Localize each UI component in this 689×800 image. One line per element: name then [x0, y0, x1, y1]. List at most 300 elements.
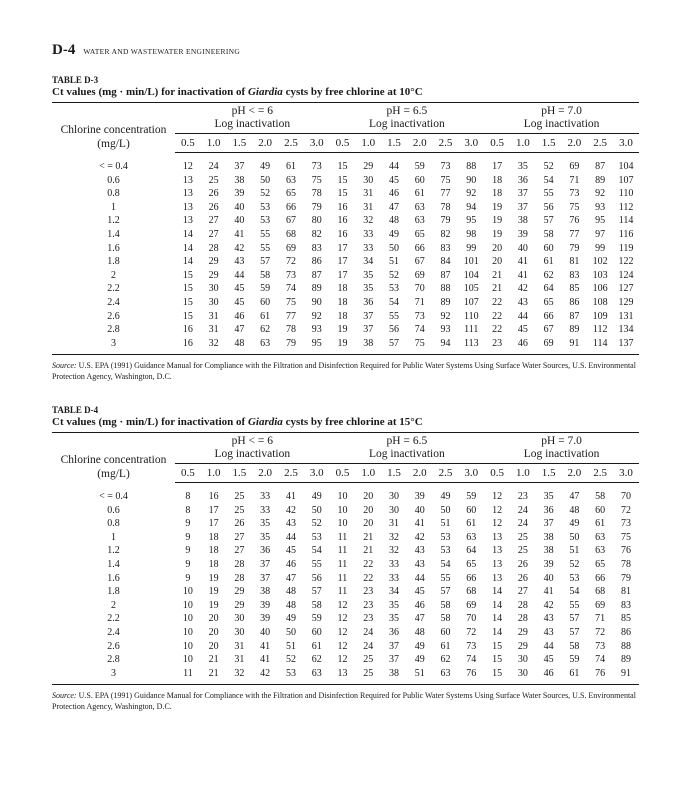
ct-value-cell: 16 [175, 337, 201, 355]
ct-value-cell: 39 [414, 491, 425, 502]
ct-value-cell: 95 [595, 215, 606, 227]
ct-value-cell: 9 [185, 558, 191, 570]
ct-value-cell: 94 [466, 201, 477, 213]
table-row [52, 255, 639, 269]
ct-value-cell: 63 [414, 201, 425, 213]
ct-value-cell: 28 [517, 599, 528, 611]
ct-value-cell: 55 [311, 558, 322, 570]
conc-cell: 1.2 [107, 545, 120, 557]
ct-value-cell: 15 [484, 667, 510, 685]
table-caption: Ct values (mg · min/L) for inactivation of Giardia cysts by free chlorine at 15°C [52, 416, 423, 428]
ct-value-cell: 55 [260, 242, 271, 254]
ct-value-cell: 63 [252, 337, 278, 355]
ct-value-cell: 8 [185, 491, 191, 502]
ct-value-cell: 22 [363, 572, 374, 584]
ct-value-cell: 49 [414, 654, 425, 666]
ct-value-cell: 29 [363, 161, 374, 172]
table-row [52, 544, 639, 558]
ct-value-cell: 13 [492, 545, 503, 557]
ct-value-cell: 15 [337, 188, 348, 200]
ct-value-cell: 27 [234, 545, 245, 557]
ct-value-cell: 47 [569, 491, 580, 502]
log-level-header: 1.5 [536, 134, 562, 153]
log-level-header: 0.5 [484, 134, 510, 153]
ct-value-cell: 85 [569, 283, 580, 295]
ct-value-cell: 29 [208, 256, 219, 268]
log-level-header: 3.0 [304, 464, 330, 483]
ct-value-cell: 97 [595, 228, 606, 240]
ct-value-cell: 43 [285, 518, 296, 530]
ct-value-cell: 11 [337, 558, 348, 570]
page-number: D-4 [52, 42, 76, 58]
ct-value-cell: 75 [407, 337, 433, 355]
ct-value-cell: 45 [234, 296, 245, 308]
ct-value-cell: 44 [285, 531, 296, 543]
table-row [52, 310, 639, 324]
ct-value-cell: 87 [595, 161, 606, 172]
conc-cell: 1 [111, 531, 116, 543]
ct-value-cell: 45 [543, 654, 554, 666]
conc-cell: 2.6 [107, 640, 120, 652]
ct-value-cell: 58 [440, 613, 451, 625]
ct-value-cell: 51 [569, 545, 580, 557]
ct-value-cell: 57 [569, 626, 580, 638]
ct-value-cell: 27 [234, 531, 245, 543]
log-level-header: 1.5 [227, 464, 253, 483]
ct-value-cell: 24 [363, 640, 374, 652]
ct-value-cell: 10 [337, 491, 348, 502]
ct-value-cell: 25 [234, 504, 245, 516]
ct-value-cell: 77 [440, 188, 451, 200]
table-row [52, 626, 639, 640]
log-level-header: 1.5 [381, 134, 407, 153]
ct-value-cell: 35 [543, 491, 554, 502]
ct-value-cell: 78 [285, 324, 296, 336]
book-title: WATER AND WASTEWATER ENGINEERING [83, 47, 241, 56]
table-row [52, 599, 639, 613]
ct-value-cell: 73 [414, 310, 425, 322]
ct-value-cell: 91 [613, 667, 639, 685]
conc-cell: 2.2 [107, 613, 120, 625]
ct-value-cell: 45 [234, 283, 245, 295]
table-row [52, 612, 639, 626]
ct-value-cell: 21 [492, 269, 503, 281]
ct-value-cell: 50 [440, 504, 451, 516]
ct-value-cell: 114 [587, 337, 613, 355]
ct-value-cell: 38 [355, 337, 381, 355]
caption-organism: Giardia [247, 86, 283, 98]
ct-value-cell: 37 [363, 310, 374, 322]
ct-value-cell: 58 [543, 228, 554, 240]
ct-value-cell: 70 [621, 491, 631, 502]
log-level-header: 2.5 [278, 464, 304, 483]
ct-value-cell: 65 [543, 296, 554, 308]
ct-value-cell: 14 [492, 586, 503, 598]
ct-value-cell: 30 [234, 613, 245, 625]
ct-value-cell: 35 [260, 531, 271, 543]
ct-value-cell: 18 [337, 310, 348, 322]
ct-value-cell: 113 [458, 337, 484, 355]
ct-value-cell: 44 [543, 640, 554, 652]
ct-value-cell: 64 [543, 283, 554, 295]
ct-value-cell: 53 [389, 283, 399, 295]
ct-value-cell: 110 [463, 310, 479, 322]
ct-value-cell: 25 [517, 545, 528, 557]
ct-value-cell: 54 [440, 558, 451, 570]
ct-value-cell: 53 [278, 667, 304, 685]
ct-value-cell: 74 [595, 654, 606, 666]
table-row [52, 282, 639, 296]
ct-value-cell: 49 [389, 228, 399, 240]
ct-value-cell: 112 [592, 324, 608, 336]
ct-value-cell: 8 [185, 504, 191, 516]
ct-value-cell: 69 [569, 161, 580, 172]
ct-value-cell: 88 [466, 161, 477, 172]
ct-value-cell: 11 [337, 572, 348, 584]
ct-value-cell: 39 [260, 599, 271, 611]
log-level-header: 2.0 [561, 464, 587, 483]
ct-value-cell: 70 [466, 613, 477, 625]
ct-value-cell: 57 [311, 586, 322, 598]
ct-value-cell: 41 [285, 491, 296, 502]
ct-value-cell: 63 [595, 545, 606, 557]
log-level-header: 0.5 [175, 134, 201, 153]
ct-value-cell: 34 [389, 586, 399, 598]
log-inactivation-label: Log inactivation [330, 118, 485, 134]
ct-value-cell: 45 [389, 174, 399, 186]
conc-cell: 1.6 [107, 242, 120, 254]
ct-value-cell: 41 [234, 228, 245, 240]
ct-value-cell: 79 [621, 572, 631, 584]
ct-value-cell: 59 [311, 613, 322, 625]
ct-value-cell: 9 [185, 572, 191, 584]
ct-value-cell: 78 [440, 201, 451, 213]
ct-value-cell: 67 [414, 256, 425, 268]
ct-value-cell: 65 [595, 558, 606, 570]
table-row [52, 585, 639, 599]
ct-value-cell: 43 [543, 613, 554, 625]
ct-value-cell: 23 [363, 586, 374, 598]
ct-value-cell: 127 [618, 283, 634, 295]
ct-value-cell: 21 [492, 283, 503, 295]
conc-cell: 1.4 [107, 558, 120, 570]
log-inactivation-label: Log inactivation [175, 118, 330, 134]
ct-value-cell: 61 [311, 640, 322, 652]
ct-value-cell: 62 [440, 654, 451, 666]
table-row [52, 653, 639, 667]
table-row [52, 269, 639, 283]
ct-value-cell: 76 [587, 667, 613, 685]
ct-value-cell: 16 [337, 215, 348, 227]
ct-value-cell: 62 [543, 269, 554, 281]
ct-value-cell: 37 [389, 654, 399, 666]
ct-value-cell: 83 [440, 242, 451, 254]
log-level-header: 2.5 [587, 464, 613, 483]
ct-value-cell: 55 [389, 310, 399, 322]
log-level-header: 2.0 [252, 134, 278, 153]
ct-value-cell: 21 [201, 667, 227, 685]
conc-cell: 2.4 [107, 296, 120, 308]
ct-value-cell: 12 [337, 640, 348, 652]
ct-value-cell: 15 [492, 654, 503, 666]
ct-value-cell: 12 [337, 654, 348, 666]
ct-value-cell: 28 [517, 613, 528, 625]
ct-value-cell: 104 [463, 269, 479, 281]
ct-value-cell: 18 [337, 283, 348, 295]
ct-value-cell: 12 [492, 504, 503, 516]
ct-value-cell: 29 [208, 269, 219, 281]
ct-value-cell: 90 [311, 296, 322, 308]
ct-value-cell: 78 [311, 188, 322, 200]
ct-value-cell: 46 [234, 310, 245, 322]
ct-value-cell: 29 [517, 640, 528, 652]
ct-value-cell: 95 [304, 337, 330, 355]
ct-value-cell: 84 [440, 256, 451, 268]
ct-value-cell: 119 [618, 242, 634, 254]
ct-value-cell: 59 [260, 283, 271, 295]
ct-value-cell: 82 [440, 228, 451, 240]
ct-value-cell: 92 [595, 188, 606, 200]
conc-cell: 2.8 [107, 324, 120, 336]
ct-value-cell: 33 [363, 242, 374, 254]
ct-value-cell: 55 [543, 188, 554, 200]
ct-value-cell: 35 [389, 599, 399, 611]
ct-value-cell: 16 [208, 491, 219, 502]
ct-value-cell: 24 [208, 161, 219, 172]
table-row [52, 504, 639, 518]
conc-cell: 2.4 [107, 626, 120, 638]
ct-value-cell: 38 [260, 586, 271, 598]
ct-value-cell: 53 [260, 215, 271, 227]
ct-value-cell: 36 [543, 504, 554, 516]
log-level-header: 3.0 [613, 134, 639, 153]
ct-value-cell: 35 [363, 269, 374, 281]
ct-value-cell: 89 [595, 174, 606, 186]
ct-value-cell: 13 [182, 215, 193, 227]
ct-value-cell: 88 [440, 283, 451, 295]
ct-value-cell: 35 [260, 518, 271, 530]
conc-cell: 2 [111, 599, 116, 611]
ct-value-cell: 31 [208, 310, 219, 322]
ct-value-cell: 43 [414, 558, 425, 570]
ct-value-cell: 56 [311, 572, 322, 584]
conc-cell: 0.8 [107, 518, 120, 530]
ct-value-cell: 75 [621, 531, 631, 543]
ct-value-cell: 80 [311, 215, 322, 227]
ct-value-cell: 81 [569, 256, 580, 268]
ct-value-cell: 99 [595, 242, 606, 254]
ct-value-cell: 19 [208, 586, 219, 598]
ct-value-cell: 65 [285, 188, 296, 200]
ct-value-cell: 40 [517, 242, 528, 254]
table-row [52, 228, 639, 242]
ct-value-cell: 11 [337, 531, 348, 543]
log-level-header: 3.0 [304, 134, 330, 153]
table-d4-block [52, 405, 639, 712]
ct-value-cell: 91 [561, 337, 587, 355]
ct-value-cell: 27 [208, 215, 219, 227]
ct-value-cell: 25 [355, 667, 381, 685]
ct-value-cell: 76 [569, 215, 580, 227]
ct-value-cell: 51 [440, 518, 451, 530]
ct-value-cell: 12 [492, 491, 503, 502]
ct-value-cell: 47 [234, 324, 245, 336]
ct-value-cell: 12 [337, 599, 348, 611]
ct-value-cell: 41 [260, 654, 271, 666]
ct-value-cell: 9 [185, 545, 191, 557]
ct-value-cell: 22 [492, 296, 503, 308]
ct-value-cell: 60 [311, 626, 322, 638]
ct-value-cell: 124 [618, 269, 634, 281]
ct-value-cell: 50 [311, 504, 322, 516]
ct-value-cell: 108 [592, 296, 608, 308]
conc-cell: 1.8 [107, 586, 120, 598]
ct-value-cell: 13 [492, 531, 503, 543]
ct-value-cell: 129 [618, 296, 634, 308]
ct-value-cell: 14 [182, 228, 193, 240]
ct-value-cell: 18 [492, 188, 503, 200]
ct-value-cell: 31 [234, 654, 245, 666]
ct-value-cell: 56 [543, 201, 554, 213]
table-row [52, 187, 639, 201]
ct-value-cell: 49 [440, 491, 451, 502]
ct-value-cell: 52 [389, 269, 399, 281]
ct-value-cell: 111 [464, 324, 479, 336]
ct-value-cell: 71 [595, 613, 606, 625]
conc-cell: 1.6 [107, 572, 120, 584]
conc-cell: 0.6 [107, 504, 120, 516]
ct-value-cell: 48 [285, 599, 296, 611]
ct-value-cell: 55 [260, 228, 271, 240]
ct-value-cell: 29 [234, 586, 245, 598]
ct-value-cell: 25 [363, 654, 374, 666]
ct-value-cell: 63 [285, 174, 296, 186]
ct-value-cell: 22 [363, 558, 374, 570]
ct-value-cell: 37 [517, 201, 528, 213]
ct-value-cell: 36 [517, 174, 528, 186]
ct-value-cell: 50 [569, 531, 580, 543]
ct-value-cell: 68 [466, 586, 477, 598]
ph-group-header: pH = 6.5 [330, 433, 485, 449]
ct-value-cell: 33 [260, 491, 271, 502]
ct-value-cell: 48 [285, 586, 296, 598]
ct-value-cell: 53 [440, 545, 451, 557]
ct-value-cell: 31 [389, 518, 399, 530]
log-inactivation-label: Log inactivation [330, 448, 485, 464]
ct-value-cell: 65 [414, 228, 425, 240]
ct-value-cell: 15 [182, 283, 193, 295]
log-level-header: 2.5 [587, 134, 613, 153]
ct-value-cell: 50 [260, 174, 271, 186]
ct-value-cell: 17 [208, 504, 219, 516]
ct-value-cell: 10 [337, 518, 348, 530]
ct-value-cell: 40 [260, 626, 271, 638]
ct-value-cell: 37 [260, 572, 271, 584]
log-level-header: 1.0 [510, 464, 536, 483]
ct-value-cell: 92 [466, 188, 477, 200]
ct-value-cell: 47 [389, 201, 399, 213]
ct-value-cell: 60 [543, 242, 554, 254]
ct-value-cell: 68 [595, 586, 606, 598]
ct-value-cell: 42 [252, 667, 278, 685]
ct-value-cell: 18 [208, 531, 219, 543]
ct-value-cell: 107 [618, 174, 634, 186]
ct-value-cell: 33 [389, 572, 399, 584]
ct-value-cell: 40 [414, 504, 425, 516]
ct-value-cell: 17 [337, 256, 348, 268]
ct-value-cell: 31 [234, 640, 245, 652]
ct-value-cell: 51 [407, 667, 433, 685]
ct-value-cell: 26 [234, 518, 245, 530]
ct-value-cell: 11 [337, 586, 348, 598]
table-caption: Ct values (mg · min/L) for inactivation of Giardia cysts by free chlorine at 10°C [52, 86, 423, 98]
ct-value-cell: 42 [414, 531, 425, 543]
ct-value-cell: 13 [182, 201, 193, 213]
conc-cell: 3 [52, 337, 175, 355]
ct-value-cell: 48 [389, 215, 399, 227]
ct-value-cell: 52 [260, 188, 271, 200]
conc-cell: 1.2 [107, 215, 120, 227]
ct-value-cell: 69 [414, 269, 425, 281]
ct-value-cell: 61 [260, 310, 271, 322]
ct-value-cell: 61 [414, 188, 425, 200]
ct-value-cell: 72 [621, 504, 631, 516]
ct-value-cell: 14 [492, 626, 503, 638]
ct-value-cell: 105 [463, 283, 479, 295]
ct-value-cell: 33 [389, 558, 399, 570]
ct-value-cell: 38 [517, 215, 528, 227]
ct-value-cell: 31 [363, 201, 374, 213]
ct-value-cell: 60 [466, 504, 477, 516]
ct-value-cell: 57 [440, 586, 451, 598]
ct-value-cell: 35 [389, 613, 399, 625]
log-inactivation-label: Log inactivation [484, 448, 639, 464]
ct-value-cell: 74 [414, 324, 425, 336]
ct-value-cell: 23 [517, 491, 528, 502]
ct-value-cell: 52 [285, 654, 296, 666]
conc-cell: 2.6 [107, 310, 120, 322]
ct-value-cell: 20 [363, 504, 374, 516]
ct-value-cell: 54 [389, 296, 399, 308]
ct-value-cell: 86 [569, 296, 580, 308]
log-level-header: 2.0 [407, 134, 433, 153]
ct-value-cell: 55 [440, 572, 451, 584]
ct-table [52, 432, 639, 685]
ct-value-cell: 38 [543, 545, 554, 557]
ct-value-cell: 42 [234, 242, 245, 254]
ct-value-cell: 17 [208, 518, 219, 530]
ct-value-cell: 13 [492, 558, 503, 570]
ct-value-cell: 89 [569, 324, 580, 336]
log-level-header: 2.5 [278, 134, 304, 153]
ct-value-cell: 83 [311, 242, 322, 254]
ct-value-cell: 60 [440, 626, 451, 638]
ct-value-cell: 46 [536, 667, 562, 685]
ct-value-cell: 101 [463, 256, 479, 268]
log-inactivation-label: Log inactivation [175, 448, 330, 464]
ct-value-cell: 46 [389, 188, 399, 200]
ct-value-cell: 36 [260, 545, 271, 557]
ct-value-cell: 48 [227, 337, 253, 355]
ct-value-cell: 10 [182, 586, 193, 598]
log-level-header: 1.5 [227, 134, 253, 153]
ct-value-cell: 40 [543, 572, 554, 584]
table-row [52, 531, 639, 545]
ct-value-cell: 45 [414, 586, 425, 598]
conc-cell: 2 [111, 269, 116, 281]
ct-value-cell: 25 [208, 174, 219, 186]
ct-value-cell: 73 [311, 161, 322, 172]
